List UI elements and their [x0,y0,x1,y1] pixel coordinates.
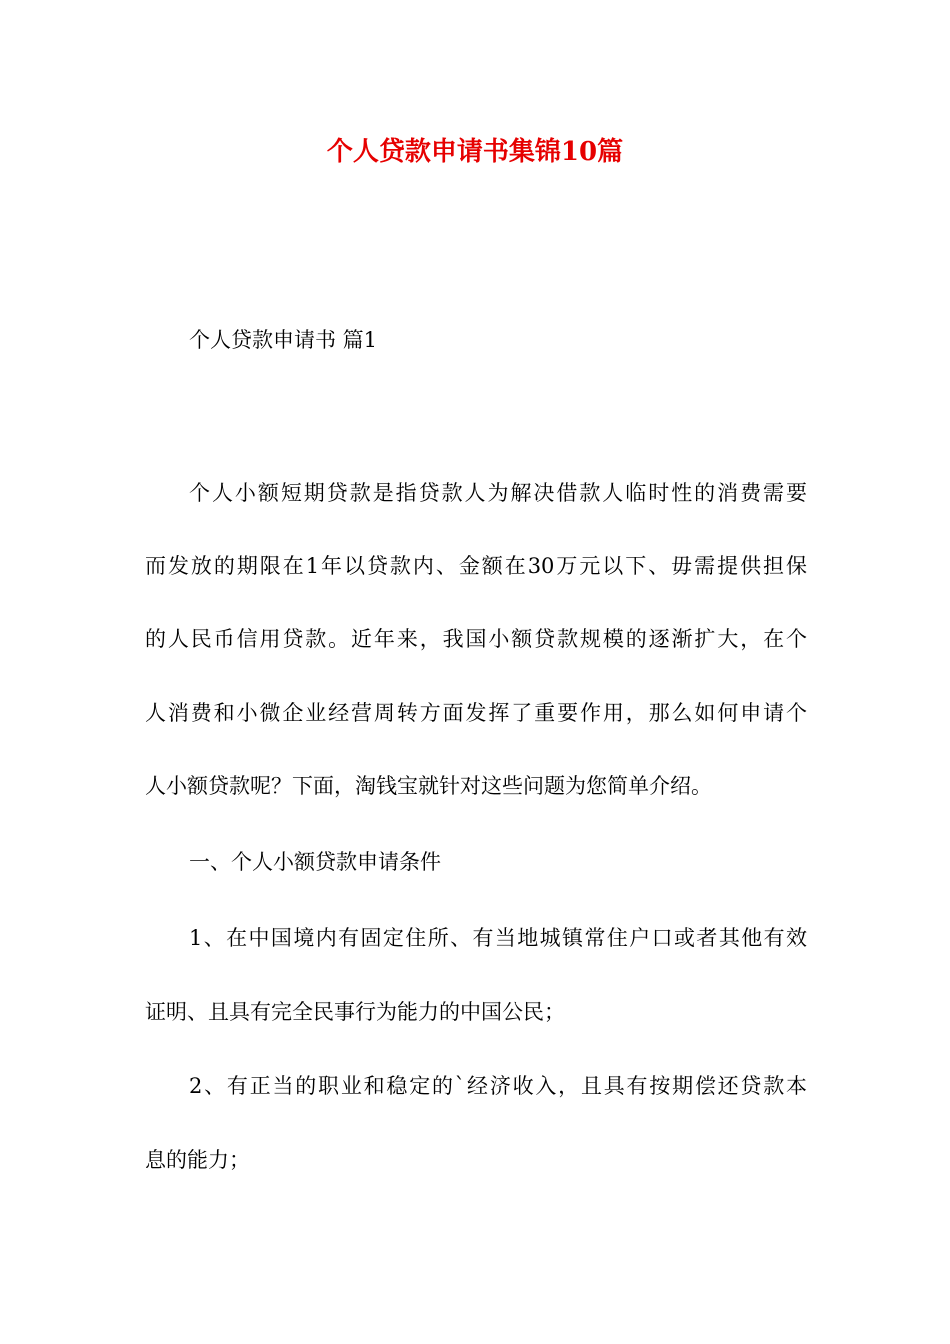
list-item-line: 息的能力； [145,1148,250,1172]
list-item-line: 1、在中国境内有固定住所、有当地城镇常住户口或者其他有效 [189,926,807,950]
list-item-line: 证明、且具有完全民事行为能力的中国公民； [145,1000,565,1024]
paragraph-line: 而发放的期限在1年以贷款内、金额在30万元以下、毋需提供担保 [145,554,807,578]
subheading: 一、个人小额贷款申请条件 [189,850,441,874]
section-heading: 个人贷款申请书 篇1 [189,328,378,352]
paragraph-line: 人小额贷款呢？下面，淘钱宝就针对这些问题为您简单介绍。 [145,774,712,798]
paragraph-line: 人消费和小微企业经营周转方面发挥了重要作用，那么如何申请个 [145,701,807,725]
list-item-line: 2、有正当的职业和稳定的`经济收入，且具有按期偿还贷款本 [189,1074,807,1098]
document-title: 个人贷款申请书集锦10篇 [326,137,624,167]
paragraph-line: 的人民币信用贷款。近年来，我国小额贷款规模的逐渐扩大，在个 [145,627,807,651]
paragraph-line: 个人小额短期贷款是指贷款人为解决借款人临时性的消费需要 [189,481,807,505]
